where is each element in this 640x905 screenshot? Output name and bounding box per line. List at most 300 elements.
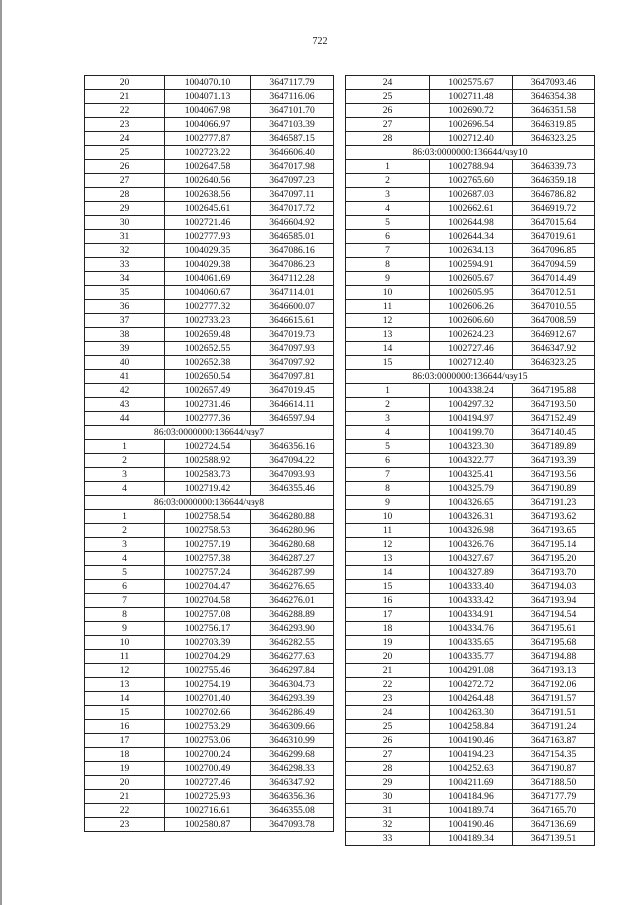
- x-coordinate-cell: 1002727.46: [430, 342, 513, 356]
- x-coordinate-cell: 1004272.72: [430, 678, 513, 692]
- x-coordinate-cell: 1002721.46: [165, 216, 251, 230]
- table-row: [85, 314, 334, 328]
- table-row: [346, 412, 595, 426]
- x-coordinate-cell: 1002777.87: [165, 132, 251, 146]
- point-number-cell: 27: [346, 118, 430, 132]
- x-coordinate-cell: 1004071.13: [165, 90, 251, 104]
- point-number-cell: 23: [346, 692, 430, 706]
- y-coordinate-cell: 3647097.81: [251, 370, 334, 384]
- table-row: [85, 118, 334, 132]
- table-row: [85, 132, 334, 146]
- table-row: [346, 384, 595, 398]
- x-coordinate-cell: 1004338.24: [430, 384, 513, 398]
- table-row: [346, 790, 595, 804]
- y-coordinate-cell: 3647190.89: [513, 482, 595, 496]
- point-number-cell: 17: [346, 608, 430, 622]
- table-row: [346, 286, 595, 300]
- table-row: [346, 524, 595, 538]
- x-coordinate-cell: 1002757.24: [165, 566, 251, 580]
- y-coordinate-cell: 3647097.92: [251, 356, 334, 370]
- table-row: [346, 258, 595, 272]
- point-number-cell: 7: [85, 594, 165, 608]
- table-row: [85, 748, 334, 762]
- y-coordinate-cell: 3647097.93: [251, 342, 334, 356]
- x-coordinate-cell: 1004190.46: [430, 734, 513, 748]
- x-coordinate-cell: 1004326.76: [430, 538, 513, 552]
- table-row: [85, 230, 334, 244]
- y-coordinate-cell: 3646280.88: [251, 510, 334, 524]
- point-number-cell: 3: [85, 538, 165, 552]
- y-coordinate-cell: 3646280.68: [251, 538, 334, 552]
- point-number-cell: 13: [346, 328, 430, 342]
- x-coordinate-cell: 1004263.30: [430, 706, 513, 720]
- y-coordinate-cell: 3646585.01: [251, 230, 334, 244]
- y-coordinate-cell: 3646276.65: [251, 580, 334, 594]
- point-number-cell: 8: [346, 258, 430, 272]
- table-row: [346, 244, 595, 258]
- y-coordinate-cell: 3647019.73: [251, 328, 334, 342]
- point-number-cell: 28: [346, 132, 430, 146]
- point-number-cell: 30: [85, 216, 165, 230]
- table-row: [346, 692, 595, 706]
- x-coordinate-cell: 1002716.61: [165, 804, 251, 818]
- point-number-cell: 15: [346, 356, 430, 370]
- y-coordinate-cell: 3647019.45: [251, 384, 334, 398]
- point-number-cell: 7: [346, 468, 430, 482]
- y-coordinate-cell: 3647094.22: [251, 454, 334, 468]
- point-number-cell: 4: [346, 426, 430, 440]
- point-number-cell: 26: [85, 160, 165, 174]
- y-coordinate-cell: 3647019.61: [513, 230, 595, 244]
- point-number-cell: 12: [85, 664, 165, 678]
- point-number-cell: 36: [85, 300, 165, 314]
- point-number-cell: 22: [346, 678, 430, 692]
- point-number-cell: 16: [85, 720, 165, 734]
- point-number-cell: 11: [346, 524, 430, 538]
- table-row: [85, 538, 334, 552]
- left-coordinates-table-wrap: [84, 75, 334, 832]
- x-coordinate-cell: 1002777.36: [165, 412, 251, 426]
- point-number-cell: 20: [85, 76, 165, 90]
- table-row: [85, 146, 334, 160]
- table-row: [85, 580, 334, 594]
- point-number-cell: 21: [85, 90, 165, 104]
- parcel-cadastral-number: 86:03:0000000:136644/чзу7: [85, 426, 334, 440]
- point-number-cell: 15: [346, 580, 430, 594]
- point-number-cell: 1: [85, 440, 165, 454]
- y-coordinate-cell: 3646786.82: [513, 188, 595, 202]
- table-row: [346, 510, 595, 524]
- point-number-cell: 27: [85, 174, 165, 188]
- table-row: [85, 384, 334, 398]
- left-table-body: [85, 76, 334, 832]
- x-coordinate-cell: 1002588.92: [165, 454, 251, 468]
- y-coordinate-cell: 3647139.51: [513, 832, 595, 846]
- x-coordinate-cell: 1004323.30: [430, 440, 513, 454]
- x-coordinate-cell: 1002755.46: [165, 664, 251, 678]
- x-coordinate-cell: 1004334.91: [430, 608, 513, 622]
- table-row: [346, 272, 595, 286]
- y-coordinate-cell: 3646304.73: [251, 678, 334, 692]
- point-number-cell: 25: [346, 720, 430, 734]
- point-number-cell: 22: [85, 804, 165, 818]
- table-row: [85, 692, 334, 706]
- table-row: [85, 510, 334, 524]
- table-row: [85, 440, 334, 454]
- table-row: [346, 104, 595, 118]
- table-row: [85, 790, 334, 804]
- y-coordinate-cell: 3647014.49: [513, 272, 595, 286]
- point-number-cell: 3: [346, 188, 430, 202]
- table-row: [85, 706, 334, 720]
- point-number-cell: 16: [346, 594, 430, 608]
- x-coordinate-cell: 1002756.17: [165, 622, 251, 636]
- x-coordinate-cell: 1002725.93: [165, 790, 251, 804]
- table-row: [346, 762, 595, 776]
- y-coordinate-cell: 3647193.94: [513, 594, 595, 608]
- right-table-body: [346, 76, 595, 846]
- point-number-cell: 37: [85, 314, 165, 328]
- y-coordinate-cell: 3646919.72: [513, 202, 595, 216]
- y-coordinate-cell: 3646614.11: [251, 398, 334, 412]
- y-coordinate-cell: 3646287.27: [251, 552, 334, 566]
- x-coordinate-cell: 1004029.38: [165, 258, 251, 272]
- table-row: [346, 706, 595, 720]
- point-number-cell: 24: [346, 706, 430, 720]
- point-number-cell: 25: [85, 146, 165, 160]
- y-coordinate-cell: 3647191.24: [513, 720, 595, 734]
- table-row: [85, 468, 334, 482]
- point-number-cell: 25: [346, 90, 430, 104]
- table-row: [85, 804, 334, 818]
- table-row: [85, 818, 334, 832]
- table-row: [346, 160, 595, 174]
- left-coordinates-table: [84, 75, 334, 832]
- x-coordinate-cell: 1002700.24: [165, 748, 251, 762]
- y-coordinate-cell: 3647116.06: [251, 90, 334, 104]
- table-row: [346, 398, 595, 412]
- y-coordinate-cell: 3646912.67: [513, 328, 595, 342]
- y-coordinate-cell: 3646293.39: [251, 692, 334, 706]
- x-coordinate-cell: 1004190.46: [430, 818, 513, 832]
- point-number-cell: 44: [85, 412, 165, 426]
- parcel-header-row: [85, 496, 334, 510]
- point-number-cell: 18: [346, 622, 430, 636]
- table-row: [85, 398, 334, 412]
- point-number-cell: 21: [346, 664, 430, 678]
- table-row: [85, 342, 334, 356]
- x-coordinate-cell: 1002753.29: [165, 720, 251, 734]
- x-coordinate-cell: 1002703.39: [165, 636, 251, 650]
- table-row: [85, 104, 334, 118]
- point-number-cell: 33: [346, 832, 430, 846]
- table-row: [85, 328, 334, 342]
- table-row: [85, 90, 334, 104]
- x-coordinate-cell: 1002624.23: [430, 328, 513, 342]
- point-number-cell: 29: [346, 776, 430, 790]
- x-coordinate-cell: 1002712.40: [430, 132, 513, 146]
- y-coordinate-cell: 3646351.58: [513, 104, 595, 118]
- table-row: [346, 580, 595, 594]
- table-row: [85, 734, 334, 748]
- y-coordinate-cell: 3647193.70: [513, 566, 595, 580]
- table-row: [346, 818, 595, 832]
- table-row: [85, 622, 334, 636]
- table-row: [346, 426, 595, 440]
- y-coordinate-cell: 3647093.78: [251, 818, 334, 832]
- parcel-cadastral-number: 86:03:0000000:136644/чзу8: [85, 496, 334, 510]
- y-coordinate-cell: 3646354.38: [513, 90, 595, 104]
- table-row: [85, 608, 334, 622]
- x-coordinate-cell: 1002754.19: [165, 678, 251, 692]
- table-row: [85, 678, 334, 692]
- point-number-cell: 4: [346, 202, 430, 216]
- y-coordinate-cell: 3647093.46: [513, 76, 595, 90]
- y-coordinate-cell: 3646359.18: [513, 174, 595, 188]
- point-number-cell: 6: [85, 580, 165, 594]
- y-coordinate-cell: 3647194.88: [513, 650, 595, 664]
- point-number-cell: 32: [346, 818, 430, 832]
- x-coordinate-cell: 1004189.74: [430, 804, 513, 818]
- table-row: [85, 524, 334, 538]
- y-coordinate-cell: 3647195.14: [513, 538, 595, 552]
- point-number-cell: 31: [85, 230, 165, 244]
- y-coordinate-cell: 3646339.73: [513, 160, 595, 174]
- y-coordinate-cell: 3647086.16: [251, 244, 334, 258]
- table-row: [346, 314, 595, 328]
- y-coordinate-cell: 3647195.68: [513, 636, 595, 650]
- table-row: [85, 216, 334, 230]
- x-coordinate-cell: 1004194.97: [430, 412, 513, 426]
- x-coordinate-cell: 1004335.65: [430, 636, 513, 650]
- y-coordinate-cell: 3647195.61: [513, 622, 595, 636]
- x-coordinate-cell: 1004325.41: [430, 468, 513, 482]
- x-coordinate-cell: 1002702.66: [165, 706, 251, 720]
- y-coordinate-cell: 3646288.89: [251, 608, 334, 622]
- x-coordinate-cell: 1004194.23: [430, 748, 513, 762]
- x-coordinate-cell: 1002605.95: [430, 286, 513, 300]
- point-number-cell: 9: [346, 272, 430, 286]
- point-number-cell: 26: [346, 734, 430, 748]
- x-coordinate-cell: 1004326.31: [430, 510, 513, 524]
- table-row: [346, 734, 595, 748]
- x-coordinate-cell: 1002575.67: [430, 76, 513, 90]
- table-row: [346, 454, 595, 468]
- point-number-cell: 8: [346, 482, 430, 496]
- y-coordinate-cell: 3647194.54: [513, 608, 595, 622]
- y-coordinate-cell: 3647190.87: [513, 762, 595, 776]
- x-coordinate-cell: 1002704.58: [165, 594, 251, 608]
- point-number-cell: 3: [85, 468, 165, 482]
- table-row: [85, 174, 334, 188]
- table-row: [346, 132, 595, 146]
- table-row: [346, 440, 595, 454]
- y-coordinate-cell: 3646347.92: [513, 342, 595, 356]
- x-coordinate-cell: 1002634.13: [430, 244, 513, 258]
- point-number-cell: 26: [346, 104, 430, 118]
- point-number-cell: 19: [346, 636, 430, 650]
- y-coordinate-cell: 3646355.08: [251, 804, 334, 818]
- x-coordinate-cell: 1002701.40: [165, 692, 251, 706]
- y-coordinate-cell: 3646298.33: [251, 762, 334, 776]
- x-coordinate-cell: 1002696.54: [430, 118, 513, 132]
- y-coordinate-cell: 3646356.36: [251, 790, 334, 804]
- x-coordinate-cell: 1004333.42: [430, 594, 513, 608]
- table-row: [85, 650, 334, 664]
- y-coordinate-cell: 3647191.51: [513, 706, 595, 720]
- y-coordinate-cell: 3647114.01: [251, 286, 334, 300]
- x-coordinate-cell: 1002704.29: [165, 650, 251, 664]
- y-coordinate-cell: 3647195.88: [513, 384, 595, 398]
- point-number-cell: 10: [85, 636, 165, 650]
- table-row: [85, 636, 334, 650]
- point-number-cell: 28: [85, 188, 165, 202]
- x-coordinate-cell: 1002645.61: [165, 202, 251, 216]
- point-number-cell: 23: [85, 118, 165, 132]
- x-coordinate-cell: 1002765.60: [430, 174, 513, 188]
- y-coordinate-cell: 3647017.98: [251, 160, 334, 174]
- y-coordinate-cell: 3646280.96: [251, 524, 334, 538]
- y-coordinate-cell: 3647191.57: [513, 692, 595, 706]
- point-number-cell: 11: [346, 300, 430, 314]
- table-row: [346, 230, 595, 244]
- table-row: [85, 370, 334, 384]
- table-row: [85, 76, 334, 90]
- point-number-cell: 30: [346, 790, 430, 804]
- y-coordinate-cell: 3647188.50: [513, 776, 595, 790]
- point-number-cell: 35: [85, 286, 165, 300]
- y-coordinate-cell: 3646293.90: [251, 622, 334, 636]
- y-coordinate-cell: 3647096.85: [513, 244, 595, 258]
- x-coordinate-cell: 1002727.46: [165, 776, 251, 790]
- table-row: [346, 174, 595, 188]
- point-number-cell: 39: [85, 342, 165, 356]
- y-coordinate-cell: 3647097.23: [251, 174, 334, 188]
- x-coordinate-cell: 1002606.26: [430, 300, 513, 314]
- x-coordinate-cell: 1002788.94: [430, 160, 513, 174]
- y-coordinate-cell: 3647097.11: [251, 188, 334, 202]
- y-coordinate-cell: 3647193.50: [513, 398, 595, 412]
- table-row: [85, 552, 334, 566]
- y-coordinate-cell: 3647193.56: [513, 468, 595, 482]
- table-row: [346, 804, 595, 818]
- x-coordinate-cell: 1002777.93: [165, 230, 251, 244]
- table-row: [346, 468, 595, 482]
- table-row: [85, 258, 334, 272]
- y-coordinate-cell: 3646309.66: [251, 720, 334, 734]
- parcel-header-row: [346, 370, 595, 384]
- point-number-cell: 17: [85, 734, 165, 748]
- y-coordinate-cell: 3647101.70: [251, 104, 334, 118]
- x-coordinate-cell: 1002640.56: [165, 174, 251, 188]
- point-number-cell: 38: [85, 328, 165, 342]
- table-row: [346, 496, 595, 510]
- point-number-cell: 41: [85, 370, 165, 384]
- point-number-cell: 1: [346, 384, 430, 398]
- y-coordinate-cell: 3647136.69: [513, 818, 595, 832]
- point-number-cell: 34: [85, 272, 165, 286]
- y-coordinate-cell: 3647154.35: [513, 748, 595, 762]
- y-coordinate-cell: 3647093.93: [251, 468, 334, 482]
- table-row: [346, 356, 595, 370]
- table-row: [85, 356, 334, 370]
- table-row: [85, 300, 334, 314]
- y-coordinate-cell: 3646286.49: [251, 706, 334, 720]
- point-number-cell: 4: [85, 552, 165, 566]
- x-coordinate-cell: 1002659.48: [165, 328, 251, 342]
- x-coordinate-cell: 1002657.49: [165, 384, 251, 398]
- y-coordinate-cell: 3647193.62: [513, 510, 595, 524]
- x-coordinate-cell: 1004291.08: [430, 664, 513, 678]
- point-number-cell: 18: [85, 748, 165, 762]
- point-number-cell: 29: [85, 202, 165, 216]
- table-row: [85, 412, 334, 426]
- y-coordinate-cell: 3647112.28: [251, 272, 334, 286]
- x-coordinate-cell: 1004264.48: [430, 692, 513, 706]
- x-coordinate-cell: 1002733.23: [165, 314, 251, 328]
- table-row: [346, 552, 595, 566]
- point-number-cell: 31: [346, 804, 430, 818]
- parcel-header-row: [85, 426, 334, 440]
- table-row: [85, 594, 334, 608]
- x-coordinate-cell: 1002652.38: [165, 356, 251, 370]
- table-row: [346, 342, 595, 356]
- x-coordinate-cell: 1004334.76: [430, 622, 513, 636]
- y-coordinate-cell: 3646597.94: [251, 412, 334, 426]
- point-number-cell: 10: [346, 286, 430, 300]
- table-row: [346, 482, 595, 496]
- y-coordinate-cell: 3647094.59: [513, 258, 595, 272]
- point-number-cell: 2: [346, 174, 430, 188]
- y-coordinate-cell: 3647192.06: [513, 678, 595, 692]
- y-coordinate-cell: 3647086.23: [251, 258, 334, 272]
- y-coordinate-cell: 3646615.61: [251, 314, 334, 328]
- x-coordinate-cell: 1002757.08: [165, 608, 251, 622]
- x-coordinate-cell: 1004070.10: [165, 76, 251, 90]
- y-coordinate-cell: 3647103.39: [251, 118, 334, 132]
- x-coordinate-cell: 1002580.87: [165, 818, 251, 832]
- x-coordinate-cell: 1004325.79: [430, 482, 513, 496]
- y-coordinate-cell: 3647193.65: [513, 524, 595, 538]
- point-number-cell: 3: [346, 412, 430, 426]
- y-coordinate-cell: 3646299.68: [251, 748, 334, 762]
- table-row: [346, 90, 595, 104]
- y-coordinate-cell: 3647012.51: [513, 286, 595, 300]
- x-coordinate-cell: 1002606.60: [430, 314, 513, 328]
- y-coordinate-cell: 3647193.13: [513, 664, 595, 678]
- x-coordinate-cell: 1002687.03: [430, 188, 513, 202]
- y-coordinate-cell: 3647152.49: [513, 412, 595, 426]
- table-row: [346, 720, 595, 734]
- point-number-cell: 7: [346, 244, 430, 258]
- y-coordinate-cell: 3647163.87: [513, 734, 595, 748]
- point-number-cell: 1: [85, 510, 165, 524]
- x-coordinate-cell: 1004029.35: [165, 244, 251, 258]
- x-coordinate-cell: 1004335.77: [430, 650, 513, 664]
- point-number-cell: 43: [85, 398, 165, 412]
- point-number-cell: 20: [346, 650, 430, 664]
- table-row: [85, 202, 334, 216]
- point-number-cell: 5: [346, 440, 430, 454]
- page-number: 722: [312, 36, 328, 47]
- x-coordinate-cell: 1002731.46: [165, 398, 251, 412]
- y-coordinate-cell: 3647008.59: [513, 314, 595, 328]
- x-coordinate-cell: 1002583.73: [165, 468, 251, 482]
- x-coordinate-cell: 1004322.77: [430, 454, 513, 468]
- table-row: [85, 454, 334, 468]
- y-coordinate-cell: 3646276.01: [251, 594, 334, 608]
- x-coordinate-cell: 1004211.69: [430, 776, 513, 790]
